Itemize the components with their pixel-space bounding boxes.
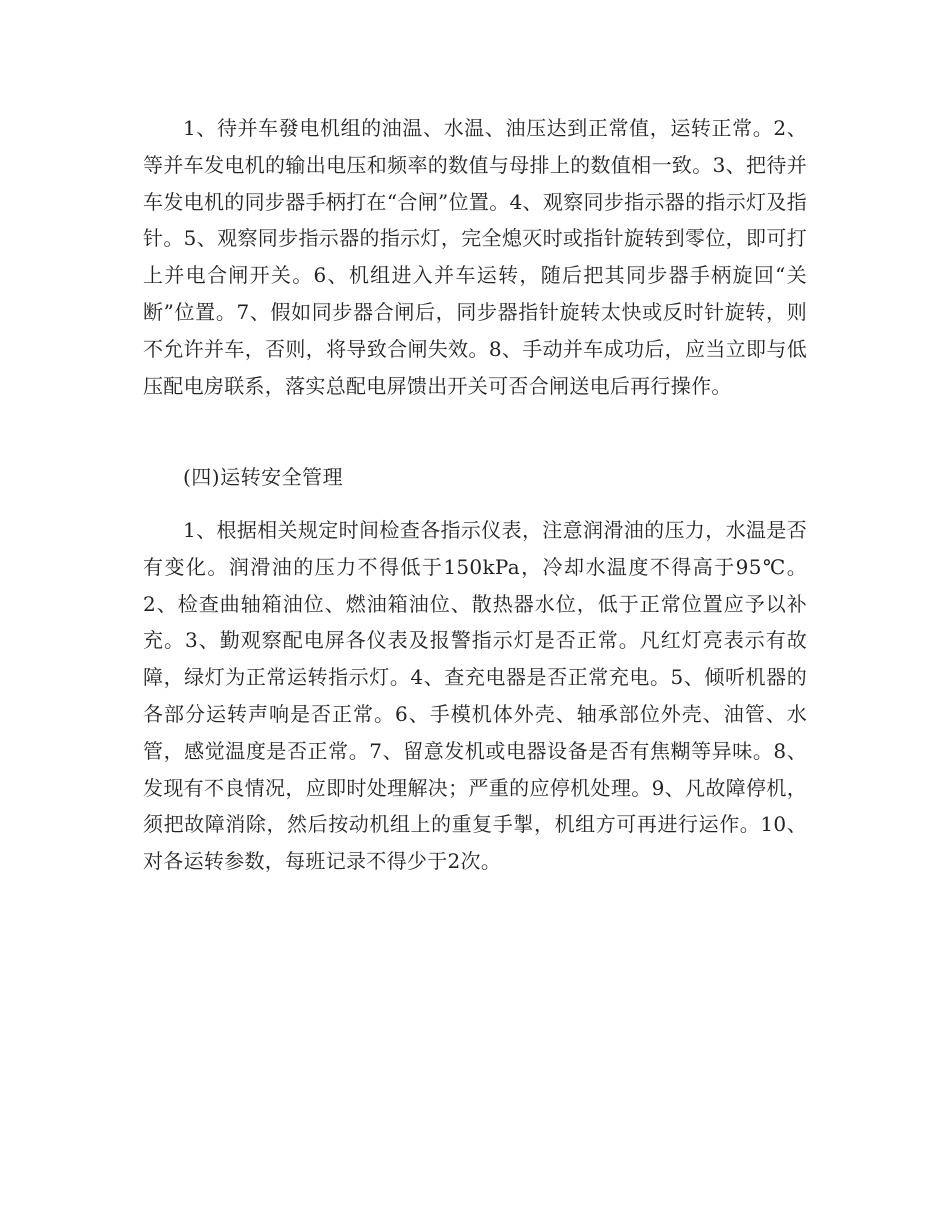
body-paragraph-safety-management: 1、根据相关规定时间检查各指示仪表，注意润滑油的压力，水温是否有变化。润滑油的压力不得低于150kPa，冷却水温度不得高于95℃。2、检查曲轴箱油位、燃油箱油位、散热器水位，低于正常位置应予以补充。3、勤观察配电屏各仪表及报警指示灯是否正常。凡红灯亮表示有故障，绿灯为正常运转指示灯。4、查充电器是否正常充电。5、倾听机器的各部分运转声响是否正常。6、手模机体外壳、轴承部位外壳、油管、水管，感觉温度是否正常。7、留意发机或电器设备是否有焦糊等异味。8、发现有不良情况，应即时处理解决；严重的应停机处理。9、凡故障停机，须把故障消除，然后按动机组上的重复手掣，机组方可再进行运作。10、对各运转参数，每班记录不得少于2次。 bbox=[143, 518, 807, 874]
section-heading: (四)运转安全管理 bbox=[183, 465, 344, 489]
body-paragraph-parallel-operation: 1、待并车發电机组的油温、水温、油压达到正常值，运转正常。2、等并车发电机的输出电压和频率的数值与母排上的数值相一致。3、把待并车发电机的同步器手柄打在“合闸”位置。4、观察同步指示器的指示灯及指针。5、观察同步指示器的指示灯，完全熄灭时或指针旋转到零位，即可打上并电合闸开关。6、机组进入并车运转，随后把其同步器手柄旋回“关断”位置。7、假如同步器合闸后，同步器指针旋转太快或反时针旋转，则不允许并车，否则，将导致合闸失效。8、手动并车成功后，应当立即与低压配电房联系，落实总配电屏馈出开关可否合闸送电后再行操作。 bbox=[143, 116, 807, 398]
